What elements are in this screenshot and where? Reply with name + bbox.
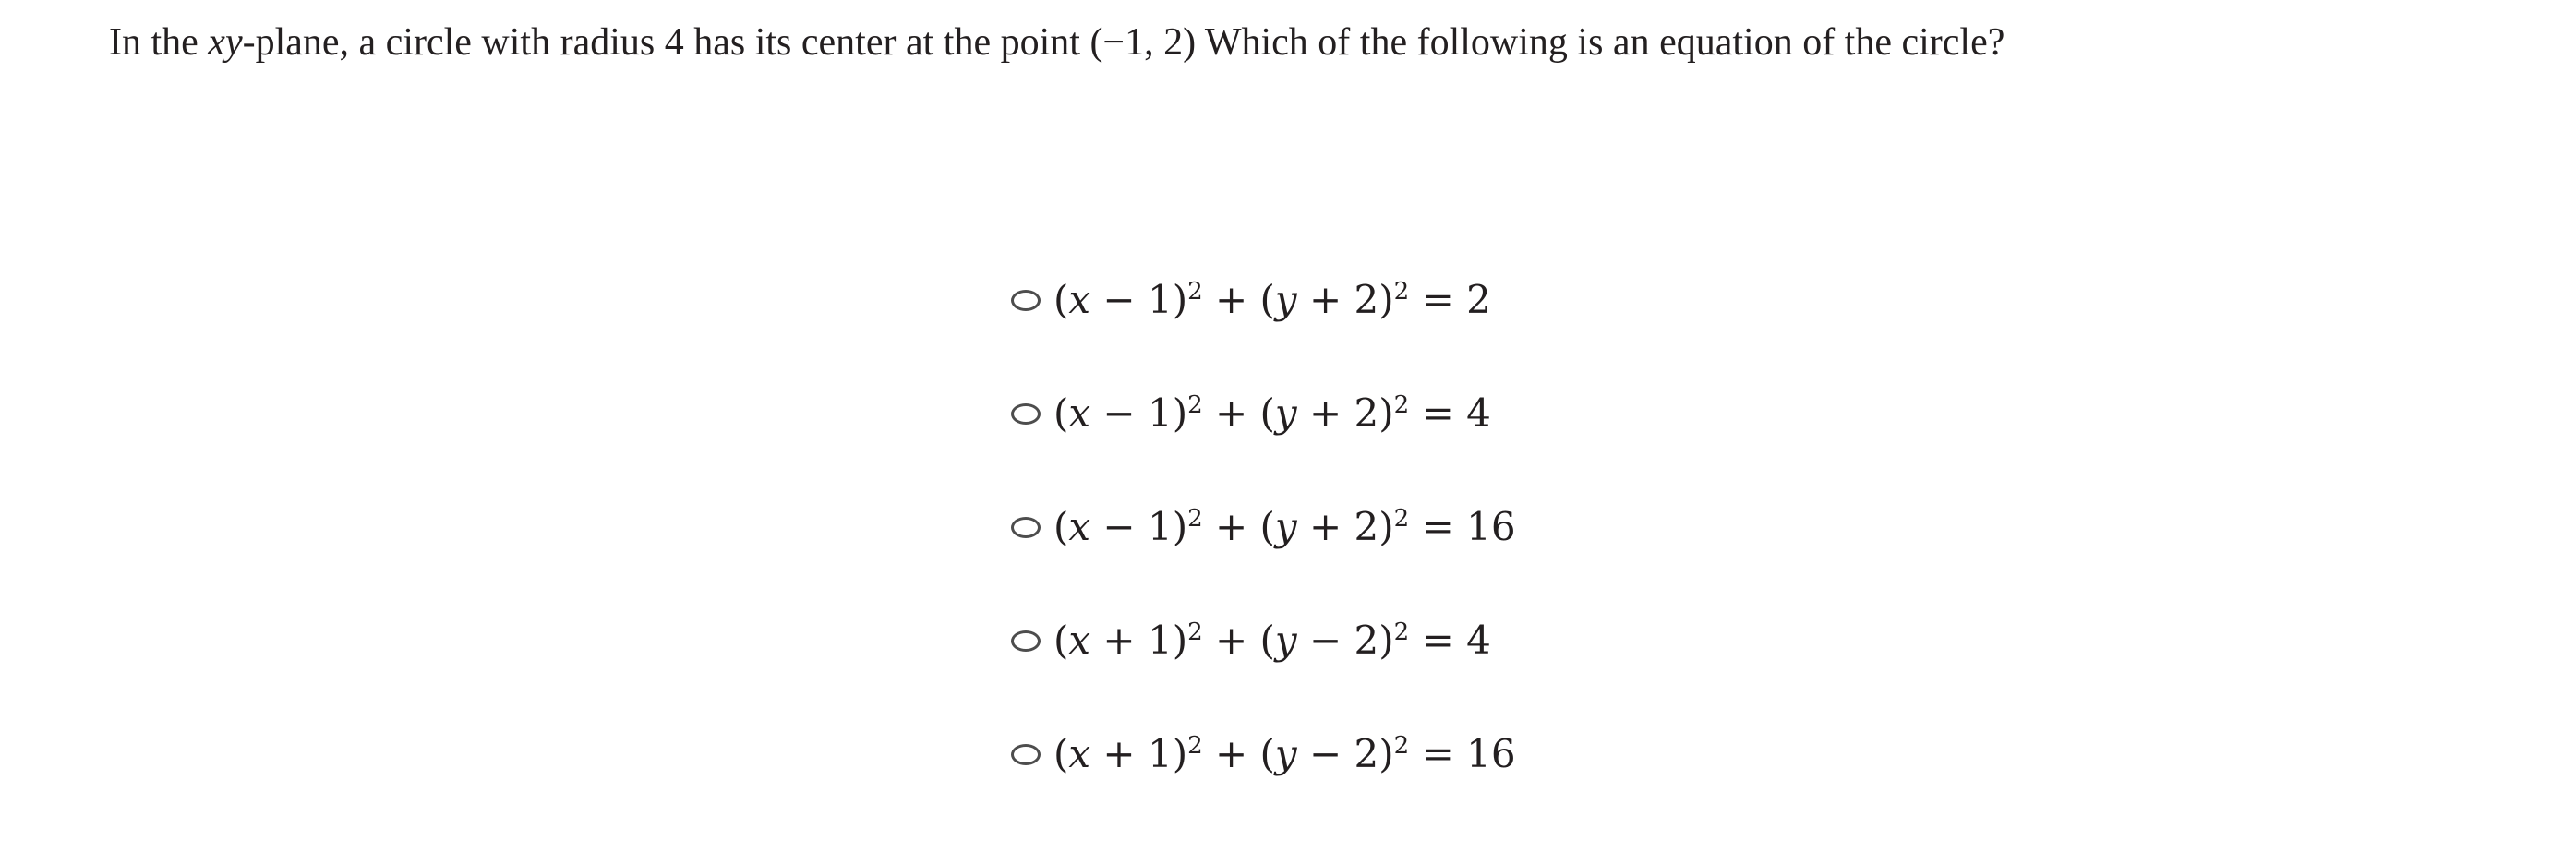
radio-button-icon[interactable] xyxy=(1011,630,1041,652)
answer-choice-b-label: $(x - 1)^2 + (y + 2)^2 = 4$ xyxy=(1053,390,1491,436)
answer-choice-e-label: $(x + 1)^2 + (y - 2)^2 = 16$ xyxy=(1053,731,1516,776)
answer-choices-list xyxy=(1011,268,1516,786)
radio-button-icon[interactable] xyxy=(1011,744,1041,765)
question-stem: In the xy-plane, a circle with radius 4 has its center at the point (−1, 2) Which of the following is an equation of the circle? xyxy=(109,21,2005,64)
answer-choice-c-label: $(x - 1)^2 + (y + 2)^2 = 16$ xyxy=(1053,504,1516,549)
answer-choice-b[interactable] xyxy=(1011,381,1516,446)
answer-choice-c[interactable] xyxy=(1011,495,1516,559)
answer-choice-d[interactable] xyxy=(1011,608,1516,673)
radio-button-icon[interactable] xyxy=(1011,290,1041,311)
answer-choice-a-label: $(x - 1)^2 + (y + 2)^2 = 2$ xyxy=(1053,277,1491,322)
answer-choice-a[interactable] xyxy=(1011,268,1516,332)
answer-choice-e[interactable] xyxy=(1011,722,1516,786)
answer-choice-d-label: $(x + 1)^2 + (y - 2)^2 = 4$ xyxy=(1053,618,1491,663)
radio-button-icon[interactable] xyxy=(1011,403,1041,425)
radio-button-icon[interactable] xyxy=(1011,517,1041,538)
